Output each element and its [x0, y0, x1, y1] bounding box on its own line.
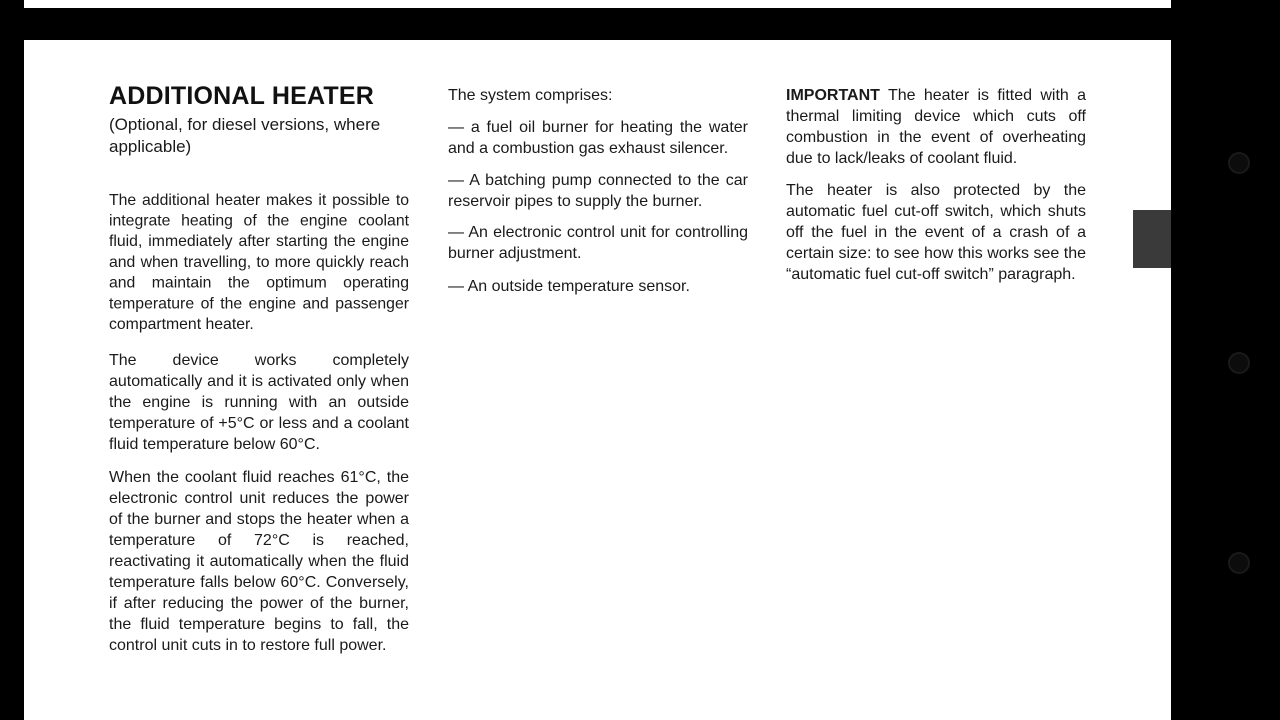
paragraph-heater-regulation: When the coolant fluid reaches 61°C, the electronic control unit reduces the power of the burner and stops the heater when a temperature of 72°C is reached, reactivating it automatically when the fluid temperature falls below 60°C. Conversely, if after reducing the power of the burner, the fluid temperature begins to fall, the control unit cuts in to restore full power.: [109, 469, 409, 654]
important-note: [786, 85, 1086, 169]
list-item-burner: — a fuel oil burner for heating the water and a combustion gas exhaust silencer.: [448, 119, 748, 157]
page-subtitle: (Optional, for diesel versions, where applicable): [109, 115, 381, 156]
important-label: IMPORTANT: [786, 87, 880, 104]
paragraph-fuel-cutoff: The heater is also protected by the automatic fuel cut-off switch, which shuts off the fuel in the event of a crash of a certain size: to see how this works see the “automatic fuel cut-off switch” paragraph.: [786, 182, 1086, 283]
important-text: The heater is fitted with a thermal limiting device which cuts off combustion in the event of overheating due to lack/leaks of coolant fluid.: [786, 87, 1086, 167]
paragraph-heater-purpose: The additional heater makes it possible to integrate heating of the engine coolant fluid, immediately after starting the engine and when travelling, to more quickly reach and maintain the optimum operating temperature of the engine and passenger compartment heater.: [109, 191, 409, 334]
list-item-pump: — A batching pump connected to the car reservoir pipes to supply the burner.: [448, 172, 748, 210]
section-tab-marker: [1133, 210, 1171, 268]
page-title: ADDITIONAL HEATER: [109, 82, 374, 110]
list-item-control-unit: — An electronic control unit for controlling burner adjustment.: [448, 224, 748, 262]
paragraph-heater-activation: The device works completely automatically and it is activated only when the engine is running with an outside temperature of +5°C or less and a coolant fluid temperature below 60°C.: [109, 352, 409, 453]
list-item-sensor: — An outside temperature sensor.: [448, 278, 690, 295]
nav-dot-top[interactable]: [1230, 154, 1248, 172]
manual-page: [24, 40, 1171, 720]
nav-dot-middle[interactable]: [1230, 354, 1248, 372]
previous-page-edge: [24, 0, 1171, 8]
nav-dot-bottom[interactable]: [1230, 554, 1248, 572]
system-intro: The system comprises:: [448, 87, 613, 104]
